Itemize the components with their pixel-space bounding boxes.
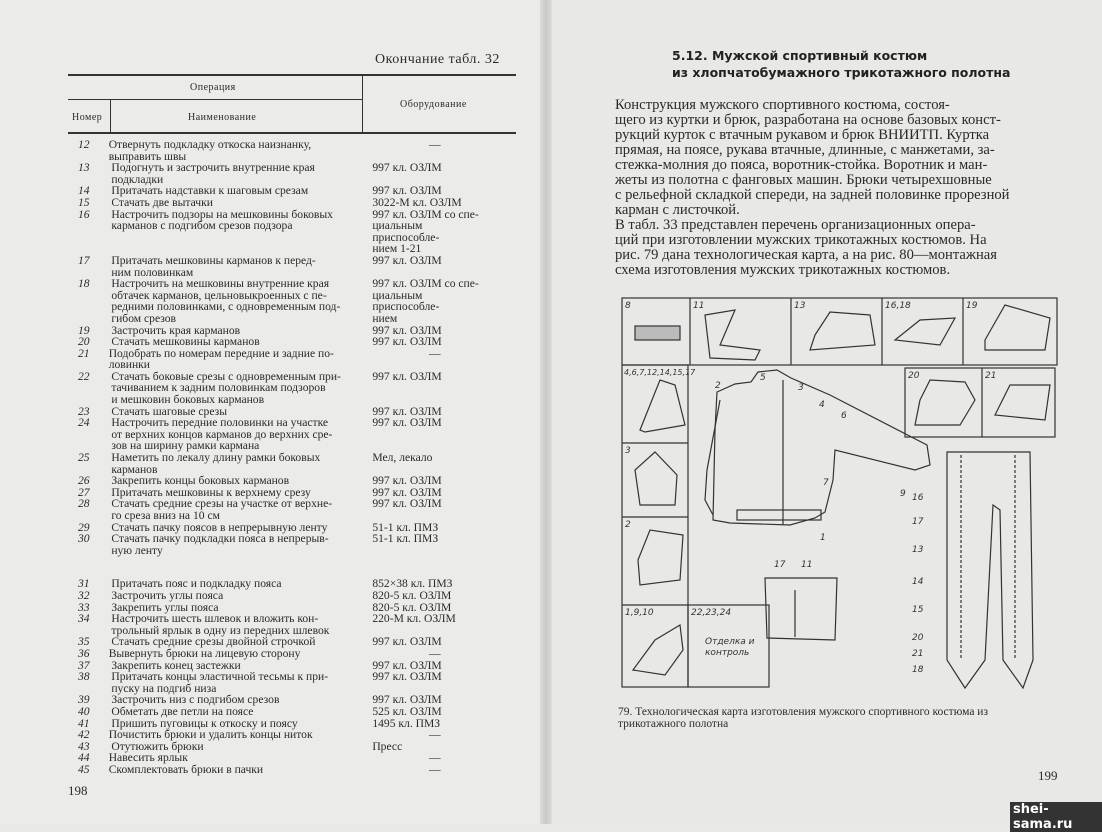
- operation-name: Навесить ярлык: [108, 751, 188, 765]
- table-row: [68, 533, 488, 556]
- callout: 14: [912, 577, 924, 587]
- operation-name: Стачать боковые срезы с одновременным при- тачиванием к задним половинкам подзоров и мешковин боковых карманов: [111, 369, 341, 407]
- operation-number: 30: [78, 532, 90, 546]
- panel-label: 19: [966, 301, 978, 311]
- equipment: —: [428, 646, 441, 660]
- header-rule: [68, 99, 362, 100]
- callout: 21: [912, 649, 924, 659]
- operation-number: 40: [78, 704, 90, 718]
- operation-number: 16: [78, 207, 90, 221]
- equipment: 997 кл. ОЗЛМ: [372, 635, 442, 649]
- operation-name: Обметать две петли на поясе: [111, 704, 254, 718]
- operation-name: Настрочить на мешковины внутренние края обтачек карманов, цельновыкроенных с пе- редними половинками, с одновременным под- гибом срезов: [111, 277, 341, 325]
- table-top-rule: [68, 74, 516, 76]
- table-row: [68, 336, 488, 348]
- callout: 17: [912, 517, 924, 527]
- equipment: 997 кл. ОЗЛМ: [372, 485, 442, 499]
- operation-name: Подогнуть и застрочить внутренние края подкладки: [111, 161, 315, 186]
- equipment: Пресс: [372, 739, 403, 753]
- table-row: [68, 498, 488, 521]
- operation-name: Наметить по лекалу длину рамки боковых карманов: [111, 451, 321, 476]
- table-row: [68, 209, 488, 255]
- panel-label: 3: [625, 446, 631, 456]
- table-row: [68, 139, 488, 162]
- operation-name: Притачать концы эластичной тесьмы к при- пуску на подгиб низа: [111, 670, 329, 695]
- equipment: 51-1 кл. ПМЗ: [372, 520, 439, 534]
- operation-number: 37: [78, 658, 90, 672]
- operation-number: 41: [78, 716, 90, 730]
- operation-number: 33: [78, 600, 90, 614]
- equipment: 852×38 кл. ПМЗ: [372, 577, 453, 591]
- operation-name: Притачать мешковины карманов к перед- ним половинкам: [111, 253, 316, 279]
- operation-number: 18: [78, 277, 90, 291]
- operation-number: 45: [78, 762, 90, 776]
- panel-label: 21: [985, 371, 997, 381]
- operation-number: 42: [78, 728, 90, 742]
- operation-number: 31: [78, 577, 90, 591]
- table-row: [68, 348, 488, 371]
- header-name: Наименование: [188, 112, 257, 123]
- operation-name: Стачать пачку поясов в непрерывную ленту: [111, 520, 328, 534]
- equipment: 3022-М кл. ОЗЛМ: [372, 195, 462, 209]
- panel-label: 13: [794, 301, 806, 311]
- table-row: [68, 613, 488, 636]
- operation-name: Отутюжить брюки: [111, 739, 204, 753]
- callout: 15: [912, 605, 924, 615]
- table-row: [68, 255, 488, 278]
- operations-table: [68, 139, 488, 775]
- callout: 20: [912, 633, 924, 643]
- equipment: 997 кл. ОЗЛМ: [372, 670, 442, 684]
- equipment: 997 кл. ОЗЛМ со спе- циальным приспособле- нием: [372, 277, 479, 325]
- operation-number: 36: [78, 646, 90, 660]
- operation-name: Подобрать по номерам передние и задние по- ловинки: [108, 346, 334, 372]
- equipment: 51-1 кл. ПМЗ: [372, 532, 439, 546]
- operation-name: Скомплектовать брюки в пачки: [108, 762, 264, 776]
- equipment: —: [428, 762, 441, 776]
- callout: 16: [912, 493, 924, 503]
- operation-name: Стачать пачку подкладки пояса в непрерыв- ную ленту: [111, 532, 329, 557]
- operation-number: 14: [78, 184, 90, 198]
- operation-number: 22: [78, 369, 90, 383]
- equipment: 997 кл. ОЗЛМ: [372, 416, 442, 430]
- operation-number: 12: [78, 138, 90, 151]
- callout: 18: [912, 665, 924, 675]
- operation-name: Притачать пояс и подкладку пояса: [111, 577, 282, 591]
- equipment: 997 кл. ОЗЛМ: [372, 369, 442, 383]
- panel-label: 11: [693, 301, 705, 311]
- panel-label: 2: [625, 520, 631, 530]
- callout: 3: [798, 383, 804, 393]
- operation-name: Закрепить конец застежки: [111, 658, 241, 672]
- operation-number: 17: [78, 253, 90, 267]
- operation-number: 32: [78, 588, 90, 602]
- equipment: 220-М кл. ОЗЛМ: [372, 612, 456, 626]
- operation-name: Почистить брюки и удалить концы ниток: [108, 728, 313, 742]
- book-gutter: [540, 0, 552, 824]
- callout: 1: [820, 533, 826, 543]
- equipment: 997 кл. ОЗЛМ: [372, 335, 442, 349]
- operation-number: 13: [78, 161, 90, 175]
- operation-name: Закрепить углы пояса: [111, 600, 219, 614]
- equipment: 997 кл. ОЗЛМ со спе- циальным приспособле- нием 1-21: [372, 207, 479, 256]
- callout: 17: [774, 560, 786, 570]
- left-page: [0, 0, 545, 824]
- panel-frame: [622, 298, 1057, 365]
- operation-name: Застрочить низ с подгибом срезов: [111, 693, 280, 707]
- header-divider: [362, 75, 363, 132]
- operation-number: 23: [78, 404, 90, 418]
- equipment: 997 кл. ОЗЛМ: [372, 184, 442, 198]
- equipment: 997 кл. ОЗЛМ: [372, 474, 442, 488]
- equipment: 997 кл. ОЗЛМ: [372, 693, 442, 707]
- callout: 7: [823, 478, 829, 488]
- panel-text: Отделка и контроль: [705, 637, 755, 658]
- equipment: 997 кл. ОЗЛМ: [372, 497, 442, 511]
- operation-name: Стачать средние срезы двойной строчкой: [111, 635, 316, 649]
- operation-name: Стачать две вытачки: [111, 195, 213, 209]
- header-bottom-rule: [68, 132, 516, 134]
- equipment: —: [428, 728, 441, 742]
- equipment: 820-5 кл. ОЗЛМ: [372, 600, 452, 614]
- operation-name: Настрочить передние половинки на участке от верхних концов карманов до верхних сре- зов на ширину рамки кармана: [111, 416, 333, 453]
- operation-number: 25: [78, 451, 90, 465]
- operation-name: Застрочить края карманов: [111, 323, 241, 337]
- heading-line-1: 5.12. Мужской спортивный костюм: [672, 48, 928, 63]
- table-row: [68, 706, 488, 718]
- panel-label: 16,18: [885, 301, 911, 311]
- watermark: shei-sama.ru: [1010, 802, 1102, 832]
- panel-label: 1,9,10: [625, 608, 654, 618]
- header-equipment: Оборудование: [400, 99, 467, 110]
- operation-name: Стачать шаговые срезы: [111, 404, 227, 418]
- figure-caption: 79. Технологическая карта изготовления мужского спортивного костюма из трикотажного полотна: [618, 706, 989, 730]
- table-row: [68, 671, 488, 694]
- equipment: —: [428, 138, 441, 151]
- callout: 9: [900, 489, 906, 499]
- table-row: [68, 729, 488, 741]
- table-row: [68, 590, 488, 602]
- operation-number: 38: [78, 670, 90, 684]
- technological-map-figure: [545, 0, 1102, 824]
- panel-labels: [624, 301, 996, 675]
- operation-number: 26: [78, 474, 90, 488]
- operation-number: 20: [78, 335, 90, 349]
- callout: 4: [819, 400, 825, 410]
- callout: 6: [841, 411, 847, 421]
- panel-label: 22,23,24: [691, 608, 732, 618]
- equipment: 1495 кл. ПМЗ: [372, 716, 441, 730]
- callout: 11: [801, 560, 813, 570]
- table-row: [68, 452, 488, 475]
- header-operation: Операция: [190, 82, 236, 93]
- operation-name: Застрочить углы пояса: [111, 588, 224, 602]
- equipment: 997 кл. ОЗЛМ: [372, 253, 442, 267]
- equipment: 997 кл. ОЗЛМ: [372, 323, 442, 337]
- operation-name: Стачать мешковины карманов: [111, 335, 260, 349]
- operation-number: 35: [78, 635, 90, 649]
- operation-number: 34: [78, 612, 90, 626]
- paragraph: В табл. 33 представлен перечень организационных опера- ций при изготовлении мужских трикотажных костюмов. На рис. 79 дана технологическая карта, а на рис. 80—монтажная схема изготовления мужских трикотажных костюмов.: [615, 217, 997, 278]
- table-row: [68, 371, 488, 406]
- pants-drawing: [947, 452, 1033, 688]
- operation-number: 27: [78, 485, 90, 499]
- operation-number: 21: [78, 346, 90, 360]
- equipment: 525 кл. ОЗЛМ: [372, 704, 442, 718]
- header-number: Номер: [72, 112, 103, 123]
- paragraph: Конструкция мужского спортивного костюма, состоя- щего из куртки и брюк, разработана на основе базовых конст- рукций курток с втачным рукавом и брюк ВНИИТП. Куртка прямая, на поясе, рукава втачные, длинные, с манжетами, за- стежка-молния до пояса, воротник-стойка. Воротник и ман- жеты из полотна с фанговых машин. Брюки четырехшовные с рельефной складкой спереди, на задней половинке прорезной карман с листочкой.: [615, 97, 1010, 218]
- operation-name: Настрочить шесть шлевок и вложить кон- трольный ярлык в одну из передних шлевок: [111, 612, 330, 637]
- shorts-drawing: [765, 578, 837, 640]
- operation-number: 39: [78, 693, 90, 707]
- table-row: [68, 162, 488, 185]
- equipment: 997 кл. ОЗЛМ: [372, 658, 442, 672]
- operation-name: Вывернуть брюки на лицевую сторону: [108, 646, 301, 660]
- table-row: [68, 197, 488, 209]
- right-page: [545, 0, 1102, 824]
- header-divider: [110, 100, 111, 132]
- operation-number: 19: [78, 323, 90, 337]
- table-row: [68, 417, 488, 452]
- operation-number: 43: [78, 739, 90, 753]
- equipment: 997 кл. ОЗЛМ: [372, 404, 442, 418]
- operation-number: 28: [78, 497, 90, 511]
- equipment: 820-5 кл. ОЗЛМ: [372, 588, 452, 602]
- callout: 13: [912, 545, 924, 555]
- panel-label: 20: [908, 371, 920, 381]
- panel-label: 4,6,7,12,14,15,17: [624, 368, 696, 377]
- page-number: 199: [1038, 768, 1058, 783]
- page-number: 198: [68, 783, 88, 798]
- table-row: [68, 764, 488, 776]
- operation-number: 44: [78, 751, 90, 765]
- operation-number: 24: [78, 416, 90, 430]
- heading-line-2: из хлопчатобумажного трикотажного полотна: [672, 65, 1011, 80]
- operation-name: Настрочить подзоры на мешковины боковых карманов с подгибом срезов подзора: [111, 207, 333, 233]
- operation-name: Закрепить концы боковых карманов: [111, 474, 290, 488]
- operation-name: Притачать надставки к шаговым срезам: [111, 184, 309, 198]
- table-caption: Окончание табл. 32: [375, 52, 500, 67]
- table-row: [68, 648, 488, 660]
- equipment: —: [428, 751, 441, 765]
- equipment: Мел, лекало: [372, 451, 433, 465]
- callout: 2: [715, 381, 721, 391]
- operation-number: 15: [78, 195, 90, 209]
- equipment: —: [428, 346, 441, 360]
- operation-name: Притачать мешковины к верхнему срезу: [111, 485, 311, 499]
- operation-number: 29: [78, 520, 90, 534]
- callout: 5: [760, 373, 766, 383]
- panel-label: 8: [625, 301, 631, 311]
- equipment: 997 кл. ОЗЛМ: [372, 161, 442, 175]
- table-row: [68, 278, 488, 324]
- operation-name: Отвернуть подкладку откоска наизнанку, выправить швы: [108, 138, 312, 163]
- jacket-drawing: [713, 370, 930, 525]
- operation-name: Стачать средние срезы на участке от верхне- го среза вниз на 10 см: [111, 497, 333, 522]
- operation-name: Пришить пуговицы к откоску и поясу: [111, 716, 298, 730]
